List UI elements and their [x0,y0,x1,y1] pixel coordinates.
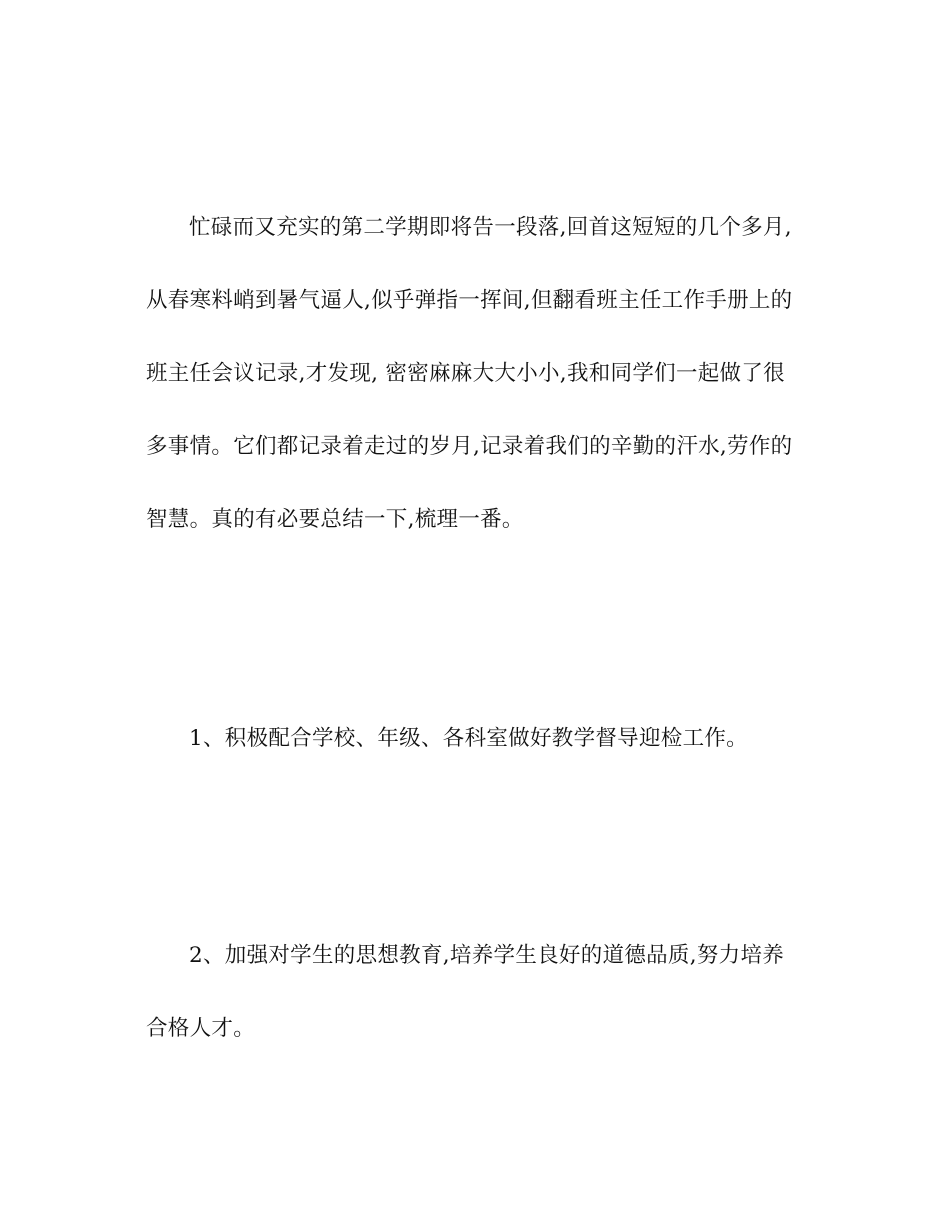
list-item-line: 2、加强对学生的思想教育,培养学生良好的道德品质,努力培养 [189,943,785,968]
paragraph-line: 从春寒料峭到暑气逼人,似乎弹指一挥间,但翻看班主任工作手册上的 [146,288,793,313]
paragraph-line: 忙碌而又充实的第二学期即将告一段落,回首这短短的几个多月, [189,215,792,240]
list-item-line: 合格人才。 [146,1016,256,1041]
paragraph-line: 班主任会议记录,才发现, 密密麻麻大大小小,我和同学们一起做了很 [146,361,785,386]
paragraph-line: 多事情。它们都记录着走过的岁月,记录着我们的辛勤的汗水,劳作的 [146,434,793,459]
list-item-line: 1、积极配合学校、年级、各科室做好教学督导迎检工作。 [189,726,748,751]
paragraph-line: 智慧。真的有必要总结一下,梳理一番。 [146,507,524,532]
